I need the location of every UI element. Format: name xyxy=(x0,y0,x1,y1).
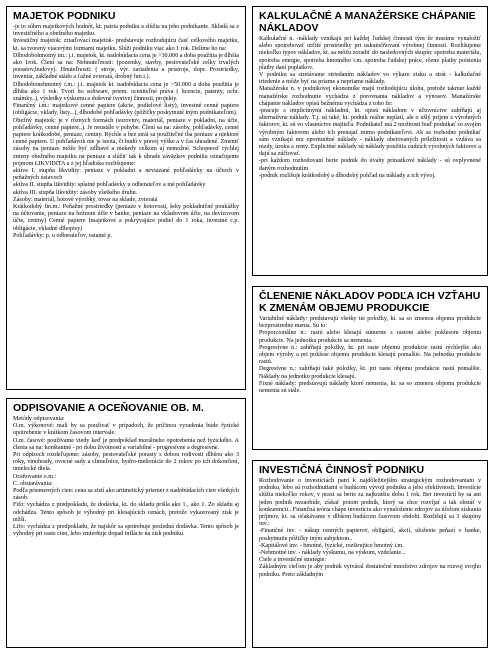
paragraph: -pri každom rozhodovaní berie podnik do úvahy prírastkové náklady - sú ovplyvnené daným rozhodnutím xyxy=(259,158,481,172)
paragraph: Fixné náklady: predstavujú náklady ktoré nemenia, kt. sa so zmenou objemu produkcie nemenia sú stále. xyxy=(259,380,481,395)
paragraph: O.m. časové: používame vtedy keď je predpoklad morálneho opotrebenia než fyzického. A členia sa na: konštantné - po dobu životnosti a variabilné - progresívne a degresívne. xyxy=(13,437,239,451)
paragraph: Fifo: vychádza z predpokladu, že dodávka, kt. do skladu prišla ako 1., ako 1. Zo skladu aj odchádza. Tento spôsob je výhodný pri klesajúcich cenách, pretože vykazovaný zisk je nižší. xyxy=(13,502,239,523)
section-title: ČLENENIE NÁKLADOV PODĽA ICH VZŤAHU K ZMENÁM OBJEMU PRODUKCIE xyxy=(259,290,481,314)
paragraph: Základným cieľom je aby podnik vytváral dostatočné množstvo zdrojov na rozvoj svojho podniku. Preto základným xyxy=(259,564,481,578)
paragraph: aktíva I. stupňa likvidity: peniaze v pokladni a neviazané pohľadávky na účtoch v peňažných ústavoch xyxy=(13,168,239,182)
paragraph: Ciele a investičné stratégie: xyxy=(259,557,327,564)
section-majetok-podniku xyxy=(6,6,246,390)
paragraph: Krátkodobý fin.m.: Peňažné prostriedky (peniaze v hotovosti, šeky pokladničné poukážky na účtovanie, peniaze na bežnom účte v banke, peniaze na vkladovom účte, na devízovom účte, ceniny) Cenné papiere (majetkové a pokrývajúce podiel do 1 roka, investné c.p. obligácie, vkladné dlhopisy) xyxy=(13,204,239,232)
section-kalkulacne-naklady xyxy=(252,6,488,276)
paragraph: Metódy odpisovania: xyxy=(13,416,65,422)
paragraph: Progresívne n.: zahŕňajú položky, kt. pri raste objemu produkcie rastú rýchlejšie ako objem výroby a pri poklese objemu produkcie klesajú pomalšie. Na jednotku produkcie rastú. xyxy=(259,344,481,366)
paragraph: Finančný i.m.: majetkové cenné papiere (akcie, podielové listy), investné cenné papiere (obligácie, vklady, listy...), dlhodobé pohľadávky (pôžičky poskytnuté iným podnikateľom). xyxy=(13,103,239,117)
paragraph: -je to súhrn majetkových hodnôt, kt. patria podniku a slúžia na jeho podnikanie. Skladá sa z investičného a obežného majetku. xyxy=(13,24,239,38)
section-title: MAJETOK PODNIKU xyxy=(13,10,116,22)
paragraph: aktíva II. stupňa likvidity: splatné pohľadávky u odberateľov a iné pohľadávky xyxy=(13,182,206,189)
paragraph: Dlhodobonehmotný i.m.: j.t. majetok kt. nadobúdacia cena je >50.000 a doba použitia je dlhšia ako 1 rok. Tvorí ho software, priem. oceniteľné práva ( licencie, patenty, ochr. známky..), výsledky výskumu a duševné tvorivej činnosti, projekty. xyxy=(13,81,239,103)
paragraph: Kalkulačné n. -náklady vznikajú pri každej ľudskej činnosti tým že musíme vynaložiť alebo spotrebovať určité prostriedky pri uskutočňovaní výrobnej činnosti. Rozlišujeme niekoľko typov nákladov, kt. sa môžu zoradiť do nasledovných skupín: spotreba materiálu, spotreba energie, spotreba hmotného i.m. spotreba ľudskej práce, rôzne platby poistenia platby daní poplatkov. xyxy=(259,36,481,71)
paragraph: Oceňovanie o.m.: xyxy=(13,473,57,480)
paragraph: -Kapitálové inv. - hmotné, fyzické, rozširujúce hmotný i.m. xyxy=(259,542,404,549)
paragraph: C. obstarávania: xyxy=(13,480,53,487)
paragraph: -Finančné inv. - nákup cenných papierov, obligácií, akcií, uloženie peňazí v banke, poskytnutie pôžičky iným subjektom.. xyxy=(259,528,481,542)
paragraph: Variabilné náklady: predstavujú všetky tie položky, kt. sa so zmenou objemu produkcie bezprostredne menia. Sú to: xyxy=(259,316,481,330)
paragraph: O.m. výkonové: malí by sa používať v prípadoch, že príčinou vyradenia bude fyzické opotrebenie v krátkom časovom intervale. xyxy=(13,423,239,437)
paragraph: Lifo: vychádza z predpokladu, že najskôr sa spotrebuje posledná dodávka. Tento spôsob je výhodný pri raste cien, lebo zmierňuje dopad inflácie na zisk podniku. xyxy=(13,524,239,538)
paragraph: Zásoby: materiál, hotové výrobky, tovar na sklade, zvieratá xyxy=(13,196,158,203)
paragraph: V podniku sa stretávame striedaním nákladov vo výkaze zisku a strát - kalkulačné triedenie a môže byť na priame a nepriame náklady. xyxy=(259,72,481,86)
paragraph: Podľa priemerných cien: cena sa zistí ako aritmetický priemer z nadobúdacích cien všetkých zásob. xyxy=(13,488,239,502)
paragraph: -Nehmotné inv. - náklady výskumu, na výskum, vzdelanie... xyxy=(259,550,406,557)
paragraph: -pracuje s implicitnými nákladmi, kt. opisú nákladom v účtovníctve zahŕňajú aj alternatívne náklady. T.j. sú také, kt. podnik reálne neplatí, ale o ušlý príjem z výrobných faktorov, kt. sú vo vlastníctve majiteľa. Podnikateľ má 2 možnosti buď podnikať so svojím výrobným faktorom alebo ich prenajať mimo podnikateľovi. Ak sa rozhodne podnikať sám vznikajú mu oportunitné náklady - náklady obetovaných príležitosti a vzdáva sa mzdy, úroku a renty. Explicitné náklady sú náklady použitia cudzích výrobných faktorov a dajú sa zúčtovať. xyxy=(259,108,481,158)
paragraph: Rozhodovanie o investíciách patrí k najdôležitejším strategickým rozhodovaniam v podniku, lebo sú rozhodnutiami o budúcom vývoji podniku a jeho efektívnosti. Investície slúžia niekoľko rokov, v praxi sa berie za najkratšiu dobu 1 rok. Ber investícií by sa ani jeden podnik nezaobíde, získať potom podnik, ktorý sa chce rozvíjať a tak obstáť v konkurencii.. Finančná teória chápe investíciu ako vynaloženie zdrojov za účelom získania príjmov, kt. sa očakávame v dlhšom budúcom časovom období. Rozlišujú sa 3 skupiny inv.: xyxy=(259,478,481,528)
paragraph: Manažérske n. v podnikovej ekonomike majú rozhodujúcu úlohu, pretože takmer každé manažérske rozhodnutie vychádza z porovnania nákladov a výnosov. Manažérske chápanie nákladov opisú bežnému vychádza z toho že: xyxy=(259,86,481,107)
section-clenenie-nakladov xyxy=(252,286,488,450)
paragraph: -podnik rozlišuje krátkodobý a dlhodobý pohľad na náklady a ich vývoj. xyxy=(259,172,436,179)
paragraph: Pri odpisoch rozdeľujeme: zásoby, pestovateľské porasty s dobou rodivosti dlhšou ako 3 roky, vinohrady, ovocné sady a chmeľnice, hydro-meliorácie do 2 rokov po ich dokončení, umelecké diela. xyxy=(13,452,239,473)
paragraph: aktíva III. stupňa likvidity: zásoby všetkého druhu. xyxy=(13,189,138,196)
section-title: KALKULAČNÉ A MANAŽÉRSKE CHÁPANIE NÁKLADOV xyxy=(259,10,476,34)
paragraph: Degresívne n.: zahŕňajú také položky, kt. pri raste objemu produkcie rastú pomalšie. Náklady na jednotku produkcie klesajú. xyxy=(259,366,481,380)
section-title: ODPISOVANIE A OCEŇOVANIE OB. M. xyxy=(13,402,204,414)
section-investicna-cinnost xyxy=(252,460,488,648)
paragraph: Obežný majetok: je v rôznych formách (surovinv, materiál, peniaze v pokladni, na účte, pohľadávky, cenné papiere..). Je neustále v pohybe. Člení sa na: zásoby, pohľadávky, cenné papiere krátkodobé, peniaze, ceniny. Rýchle a bez strát sa použiteľné iba peniaze a niektoré cenné papiere. U pohľadávok nie je istota, či budú v pravej výške a v čas uhradené. Zmeniť zásoby na peniaze môže byť zdĺhavé a niekedy celkom aj nemožné. Schopnosť rýchlej zmeny obežného majetku na peniaze a slúžiť tak k úhrade záväzkov podniku označujeme pojmom LIKVIDITA a z jej hľadiska rozlišujeme: xyxy=(13,117,239,167)
paragraph: Dlhodobohmotný im.: j.t. majetok, kt. nadobúdacia cena je >30.000 a doba použitia je dlhšia ako 1rok. Člení sa na: Nehnuteľnosti: (pozemky, stavby, pestovateľské celky trvalých porastov,budovy). Hnuteľnosti: ( stroje, výr. zariadenia a prístroje, dopr. Prostriedky, inventár, základné stádo a ťažné zvieratá, drobný hm.i.). xyxy=(13,52,239,81)
paragraph: Pohľadávky: p. u odberateľov, ostatné p. xyxy=(13,232,112,239)
section-odpisovanie xyxy=(6,398,246,648)
paragraph: Investičný majetok: zriaďovací majetok- predstavuje rozhodujúcu časť celkového majetku, kt. sa tvorený viacerými formami majetku. Slúži podniku viac ako 1 rok. Delíme ho na: xyxy=(13,38,239,52)
section-title: INVESTIČNÁ ČINNOSŤ PODNIKU xyxy=(259,464,425,476)
paragraph: Proporcionálne n.: rastú alebo klesajú súmerne s rastom alebo poklesom objemu produkcie. Na jednotku produkcie sa nemenia. xyxy=(259,330,481,344)
